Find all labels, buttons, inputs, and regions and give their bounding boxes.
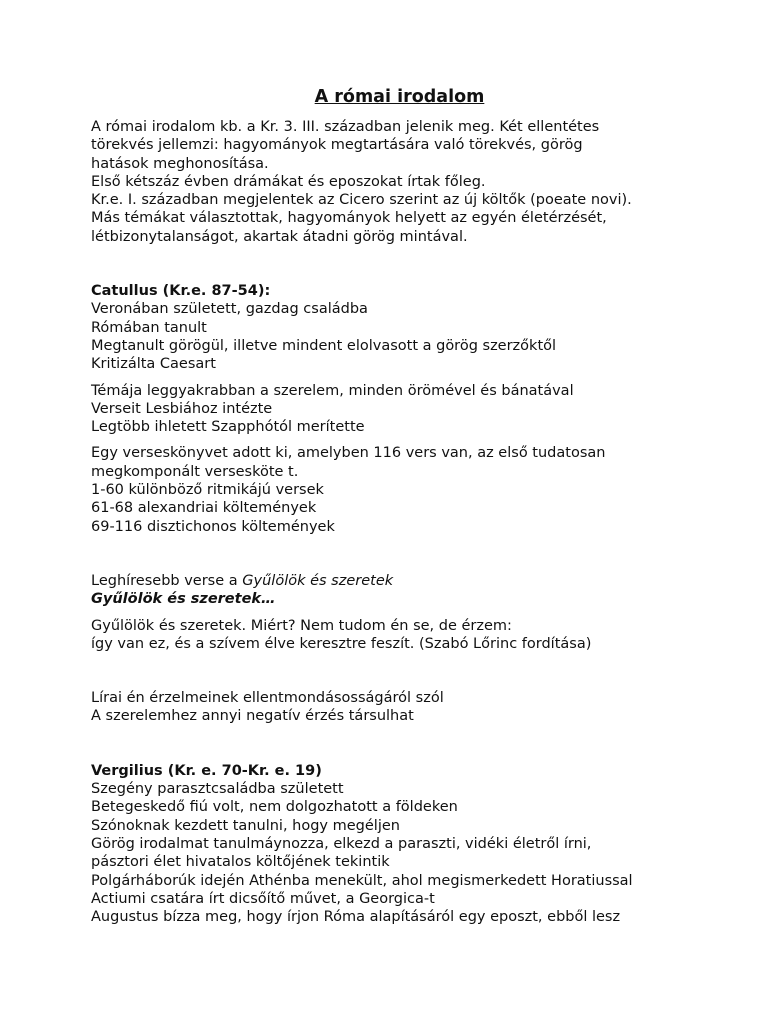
text-line: Lírai én érzelmeinek ellentmondásosságáról szól	[91, 690, 444, 707]
poem-line: Gyűlölök és szeretek. Miért? Nem tudom én se, de érzem:	[91, 617, 512, 634]
catullus-heading: Catullus (Kr.e. 87-54):	[91, 283, 271, 300]
intro-line: Más témákat választottak, hagyományok helyett az egyén életérzését,	[91, 210, 607, 227]
famous-prefix: Leghíresebb verse a	[91, 572, 243, 589]
text-line: Témája leggyakrabban a szerelem, minden örömével és bánatával	[91, 382, 574, 399]
famous-title: Gyűlölök és szeretek	[242, 572, 394, 589]
famous-verse-line	[91, 572, 708, 590]
text-line: Veronában született, gazdag családba	[91, 301, 368, 318]
vergilius-section	[91, 762, 708, 927]
catullus-book	[91, 444, 708, 535]
intro-line: Első kétszáz évben drámákat és eposzokat írtak főleg.	[91, 173, 486, 190]
text-line: 69-116 disztichonos költemények	[91, 518, 335, 535]
intro-line: törekvés jellemzi: hagyományok megtartására való törekvés, görög	[91, 137, 583, 154]
text-line: Rómában tanult	[91, 319, 207, 336]
vergilius-heading: Vergilius (Kr. e. 70-Kr. e. 19)	[91, 762, 322, 779]
poem-line: így van ez, és a szívem élve keresztre feszít. (Szabó Lőrinc fordítása)	[91, 635, 592, 652]
text-line: Polgárháborúk idején Athénba menekült, ahol megismerkedett Horatiussal	[91, 872, 633, 889]
catullus-bio	[91, 300, 708, 373]
text-line: Szónoknak kezdett tanulni, hogy megéljen	[91, 817, 400, 834]
intro-line: Kr.e. I. században megjelentek az Cicero szerint az új költők (poeate novi).	[91, 192, 632, 209]
text-line: Görög irodalmat tanulmáynozza, elkezd a paraszti, vidéki életről írni,	[91, 835, 592, 852]
text-line: Legtöbb ihletett Szapphótól merítette	[91, 419, 365, 436]
text-line: Kritizálta Caesart	[91, 356, 216, 373]
catullus-famous	[91, 572, 708, 609]
text-line: pásztori élet hivatalos költőjének tekintik	[91, 854, 390, 871]
poem-analysis	[91, 689, 708, 726]
poem-quote	[91, 617, 708, 654]
intro-line: létbizonytalanságot, akartak átadni görög mintával.	[91, 228, 468, 245]
text-line: megkomponált versesköte t.	[91, 463, 299, 480]
text-line: Megtanult görögül, illetve mindent elolvasott a görög szerzőktől	[91, 337, 557, 354]
text-line: Szegény parasztcsaládba született	[91, 781, 344, 798]
intro-line: A római irodalom kb. a Kr. 3. III. században jelenik meg. Két ellentétes	[91, 119, 600, 135]
text-line: Augustus bízza meg, hogy írjon Róma alapításáról egy eposzt, ebből lesz	[91, 909, 621, 926]
text-line: A szerelemhez annyi negatív érzés társulhat	[91, 708, 414, 725]
text-line: Egy verseskönyvet adott ki, amelyben 116 vers van, az első tudatosan	[91, 445, 606, 462]
text-line: Verseit Lesbiához intézte	[91, 400, 273, 417]
catullus-section	[91, 282, 708, 726]
document-title: A római irodalom	[314, 87, 485, 107]
intro-paragraph	[91, 118, 708, 246]
text-line: 61-68 alexandriai költemények	[91, 500, 317, 517]
text-line: Betegeskedő fiú volt, nem dolgozhatott a földeken	[91, 799, 458, 816]
famous-subtitle: Gyűlölök és szeretek…	[91, 591, 276, 608]
text-line: 1-60 különböző ritmikájú versek	[91, 482, 324, 499]
text-line: Actiumi csatára írt dicsőítő művet, a Georgica-t	[91, 890, 435, 907]
catullus-themes	[91, 382, 708, 437]
intro-line: hatások meghonosítása.	[91, 155, 269, 172]
